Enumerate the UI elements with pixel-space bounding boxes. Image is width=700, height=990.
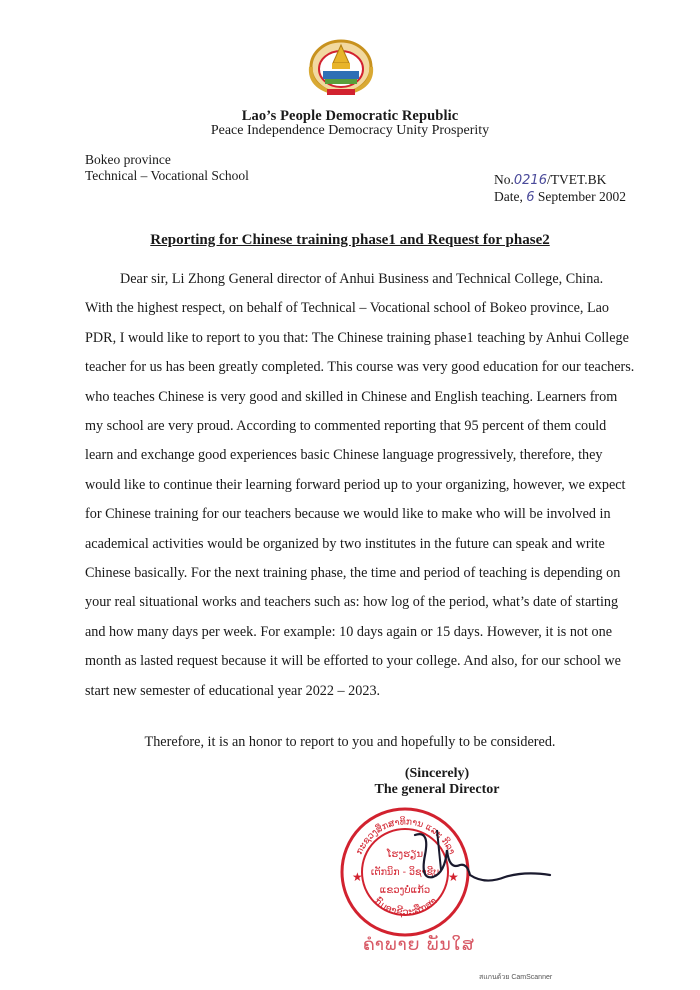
camscanner-watermark: สแกนด้วย CamScanner <box>479 974 553 981</box>
stamp-center-1: ໂຮງຮຽນ <box>386 849 424 860</box>
body-line: teacher for us has been greatly completed. This course was very good education for our teachers. <box>85 359 635 376</box>
reference-date <box>494 189 626 206</box>
country-name: Lao’s People Democratic Republic <box>241 108 459 124</box>
letter-body <box>85 265 635 706</box>
sender-province: Bokeo province <box>85 152 171 167</box>
handwritten-signature-icon <box>375 825 555 900</box>
stamp-ring-bottom: ກົມອາຊີວະສຶກສາ <box>371 895 440 919</box>
body-line: learn and exchange good experiences basic Chinese language progressively, therefore, they <box>85 447 603 464</box>
body-line: who teaches Chinese is very good and skilled in Chinese and English teaching. Learners from <box>85 388 618 405</box>
body-line: With the highest respect, on behalf of Technical – Vocational school of Bokeo province, Lao <box>85 300 610 317</box>
svg-text:★: ★ <box>448 870 459 884</box>
director-title: The general Director <box>374 782 500 797</box>
body-line: Dear sir, Li Zhong General director of Anhui Business and Technical College, China. <box>120 271 604 287</box>
body-line: would like to continue their learning forward period up to your organizing, however, we expect <box>85 476 626 493</box>
reference-block <box>494 172 626 206</box>
svg-text:★: ★ <box>352 870 363 884</box>
national-motto: Peace Independence Democracy Unity Prosperity <box>210 123 490 138</box>
date-suffix: September 2002 <box>537 189 626 204</box>
body-line: academical activities would be organized by two institutes in the future can speak and write <box>85 535 605 552</box>
lao-emblem-icon <box>305 33 377 97</box>
date-prefix: Date, <box>494 189 523 204</box>
reference-no-handwritten: 0216 <box>513 173 547 188</box>
reference-no-suffix: /TVET.BK <box>546 172 607 187</box>
body-line: Chinese basically. For the next training phase, the time and period of teaching is depending on <box>85 565 621 582</box>
sender-school: Technical – Vocational School <box>85 168 249 183</box>
stamp-center-2: ເຕັກນິກ - ວິຊາຊີບ <box>370 867 440 878</box>
stamp-center-3: ແຂວງບໍ່ແກ້ວ <box>379 885 431 896</box>
reference-number <box>494 172 626 189</box>
body-line: for Chinese training for our teachers because we would like to make who will be involved in <box>85 506 611 523</box>
body-line: PDR, I would like to report to you that: The Chinese training phase1 teaching by Anhui College <box>85 329 629 346</box>
date-handwritten: 6 <box>526 190 535 205</box>
body-line: month as lasted request because it will be efforted to your college. And also, for our school we <box>85 653 621 670</box>
sincerely-label: (Sincerely) <box>404 766 470 781</box>
stamp-ring-top: ກະຊວງສຶກສາທິການ ແລະ ກິລາ <box>354 817 457 857</box>
body-line: and how many days per week. For example: 10 days again or 15 days. However, it is not one <box>85 623 613 640</box>
body-line: my school are very proud. According to commented reporting that 95 percent of them could <box>85 418 607 435</box>
closing-sentence: Therefore, it is an honor to report to you and hopefully to be considered. <box>144 734 556 750</box>
letter-title: Reporting for Chinese training phase1 and Request for phase2 <box>150 232 550 248</box>
body-line: your real situational works and teachers such as: how log of the period, what’s date of starting <box>85 594 619 611</box>
signer-name: ຄຳພາຍ ພັນໃສ <box>363 935 475 955</box>
sender-block <box>85 152 249 184</box>
reference-no-prefix: No. <box>494 172 514 187</box>
body-line: start new semester of educational year 2022 – 2023. <box>85 682 381 699</box>
